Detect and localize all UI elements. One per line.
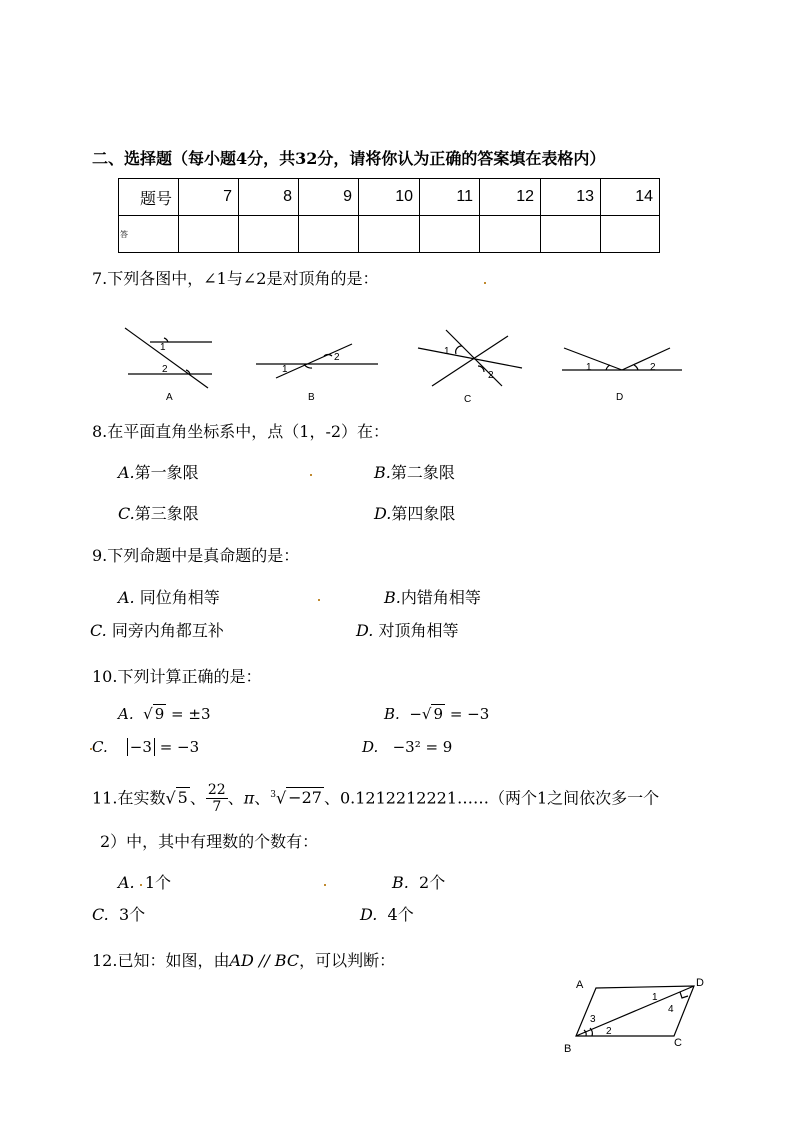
angle-3-label: 3 bbox=[590, 1014, 596, 1025]
option-text: 第一象限 bbox=[134, 463, 199, 482]
table-cell-number: 7 bbox=[179, 179, 239, 216]
q10-option-a[interactable]: A. √ 9 = ±3 bbox=[118, 705, 211, 723]
radicand: 9 bbox=[433, 705, 444, 723]
option-text: = ±3 bbox=[171, 705, 211, 723]
option-text: 同位角相等 bbox=[139, 588, 220, 607]
separator: 、 bbox=[254, 788, 271, 808]
q12-parallelogram-figure bbox=[560, 970, 710, 1056]
fig-b-angle-1: 1 bbox=[282, 364, 288, 375]
q9-option-c[interactable] bbox=[90, 618, 224, 641]
option-text: = −3 bbox=[159, 738, 200, 756]
q11-stem-line2: 2）中，其中有理数的个数有： bbox=[100, 832, 319, 851]
q9-option-b[interactable] bbox=[384, 585, 481, 608]
table-answer-label: 答 bbox=[119, 216, 179, 253]
q10-option-b[interactable]: B. −√ 9 = −3 bbox=[384, 705, 490, 723]
answer-cell[interactable] bbox=[601, 216, 660, 253]
answer-cell[interactable] bbox=[359, 216, 420, 253]
option-text: 1个 bbox=[144, 873, 171, 892]
table-cell-number: 8 bbox=[239, 179, 299, 216]
fig-b-angle-2: 2 bbox=[334, 352, 340, 363]
pi-symbol: π bbox=[243, 788, 255, 808]
option-text: 第二象限 bbox=[390, 463, 455, 482]
q9-option-a[interactable] bbox=[118, 585, 220, 608]
answer-cell[interactable] bbox=[541, 216, 601, 253]
option-letter: D. bbox=[360, 905, 378, 924]
table-cell-number: 11 bbox=[420, 179, 480, 216]
table-cell-number: 12 bbox=[480, 179, 541, 216]
separator: 、 bbox=[227, 788, 244, 808]
table-row bbox=[119, 216, 660, 253]
stem-math: AD // BC bbox=[229, 951, 300, 970]
q11-option-c[interactable] bbox=[92, 902, 145, 925]
option-letter: C. bbox=[90, 621, 107, 640]
q7-stem: 7.下列各图中，∠1与∠2是对顶角的是： bbox=[92, 269, 379, 288]
q8-option-b[interactable] bbox=[374, 460, 455, 483]
option-letter: A. bbox=[118, 463, 135, 482]
option-letter: B. bbox=[374, 463, 391, 482]
table-row bbox=[119, 179, 660, 216]
q11-option-b[interactable] bbox=[392, 870, 445, 893]
answer-cell[interactable] bbox=[179, 216, 239, 253]
option-text: = −3 bbox=[449, 705, 490, 723]
angle-1-label: 1 bbox=[652, 992, 658, 1003]
q11-stem: 11.在实数√ 5 、 $\frac{22}{7}$ 、π、$^3$√ −27 、0.1212212221……（两个1之间依次多一个 bbox=[92, 782, 660, 816]
fraction-numerator: 22 bbox=[207, 782, 226, 799]
option-letter: C. bbox=[118, 504, 135, 523]
stem-prefix: 11.在实数 bbox=[92, 788, 166, 808]
radicand: 9 bbox=[154, 705, 165, 723]
table-header-label: 题号 bbox=[119, 179, 179, 216]
sqrt-radicand: 5 bbox=[177, 788, 188, 808]
answer-cell[interactable] bbox=[480, 216, 541, 253]
option-letter: C. bbox=[92, 905, 109, 924]
absolute-value: −3 bbox=[127, 738, 155, 756]
cbrt-radicand: −27 bbox=[288, 788, 322, 808]
answer-cell[interactable] bbox=[239, 216, 299, 253]
option-letter: D. bbox=[356, 621, 374, 640]
angle-2-label: 2 bbox=[606, 1026, 612, 1037]
option-text: 4个 bbox=[387, 905, 414, 924]
q7-figures bbox=[110, 322, 690, 406]
angle-4-label: 4 bbox=[668, 1004, 674, 1015]
q10-stem: 10.下列计算正确的是： bbox=[92, 667, 262, 686]
fig-d-angle-2: 2 bbox=[650, 362, 656, 373]
answer-cell[interactable] bbox=[420, 216, 480, 253]
option-letter: B. bbox=[384, 588, 401, 607]
fraction-denominator: 7 bbox=[212, 799, 222, 816]
option-text: 对顶角相等 bbox=[378, 621, 459, 640]
option-letter: C. bbox=[92, 738, 108, 756]
minus-sign: − bbox=[409, 705, 422, 723]
q8-stem: 8.在平面直角坐标系中，点（1，-2）在： bbox=[92, 422, 390, 441]
stem-prefix: 12.已知：如图，由 bbox=[92, 951, 230, 970]
stem-suffix: ，可以判断： bbox=[299, 951, 396, 970]
table-cell-number: 14 bbox=[601, 179, 660, 216]
option-letter: B. bbox=[384, 705, 400, 723]
q11-option-d[interactable] bbox=[360, 902, 414, 925]
vertex-d: D bbox=[696, 977, 704, 989]
vertex-a: A bbox=[576, 979, 584, 991]
q10-option-c[interactable] bbox=[92, 738, 199, 756]
fig-d-angle-1: 1 bbox=[586, 362, 592, 373]
vertex-c: C bbox=[674, 1037, 682, 1049]
table-cell-number: 9 bbox=[299, 179, 359, 216]
answer-table bbox=[118, 178, 660, 253]
fig-label-d: D bbox=[616, 392, 624, 403]
q8-option-c[interactable] bbox=[118, 501, 199, 524]
option-letter: B. bbox=[392, 873, 409, 892]
stem-suffix: 、0.1212212221……（两个1之间依次多一个 bbox=[323, 788, 660, 808]
table-cell-number: 13 bbox=[541, 179, 601, 216]
option-letter: A. bbox=[118, 588, 135, 607]
q12-stem bbox=[92, 948, 395, 971]
q10-option-d[interactable] bbox=[362, 738, 452, 756]
option-text: 2个 bbox=[419, 873, 446, 892]
fig-label-a: A bbox=[166, 392, 173, 403]
q8-option-a[interactable] bbox=[118, 460, 199, 483]
answer-cell[interactable] bbox=[299, 216, 359, 253]
section-title: 二、选择题（每小题4分，共32分，请将你认为正确的答案填在表格内） bbox=[92, 149, 606, 168]
separator: 、 bbox=[189, 788, 206, 808]
q11-option-a[interactable] bbox=[118, 870, 171, 893]
option-text: 内错角相等 bbox=[400, 588, 481, 607]
fig-a-angle-1: 1 bbox=[160, 342, 166, 353]
fig-label-c: C bbox=[464, 394, 472, 405]
option-text: 第四象限 bbox=[391, 504, 456, 523]
option-letter: D. bbox=[362, 738, 379, 756]
fig-c-angle-2: 2 bbox=[488, 370, 494, 381]
table-cell-number: 10 bbox=[359, 179, 420, 216]
option-text: 第三象限 bbox=[134, 504, 199, 523]
option-text: 3个 bbox=[118, 905, 146, 924]
fraction bbox=[206, 782, 228, 815]
fig-c-angle-1: 1 bbox=[444, 346, 450, 357]
cbrt-index: 3 bbox=[270, 790, 276, 800]
option-text: 同旁内角都互补 bbox=[111, 621, 224, 640]
option-letter: D. bbox=[374, 504, 392, 523]
option-letter: A. bbox=[118, 873, 135, 892]
q9-option-d[interactable] bbox=[356, 618, 458, 641]
fig-a-angle-2: 2 bbox=[162, 364, 168, 375]
q8-option-d[interactable] bbox=[374, 501, 455, 524]
option-letter: A. bbox=[118, 705, 134, 723]
fig-label-b: B bbox=[308, 392, 315, 403]
vertex-b: B bbox=[564, 1043, 572, 1055]
option-text: −3² = 9 bbox=[392, 738, 453, 756]
q9-stem: 9.下列命题中是真命题的是： bbox=[92, 546, 300, 565]
